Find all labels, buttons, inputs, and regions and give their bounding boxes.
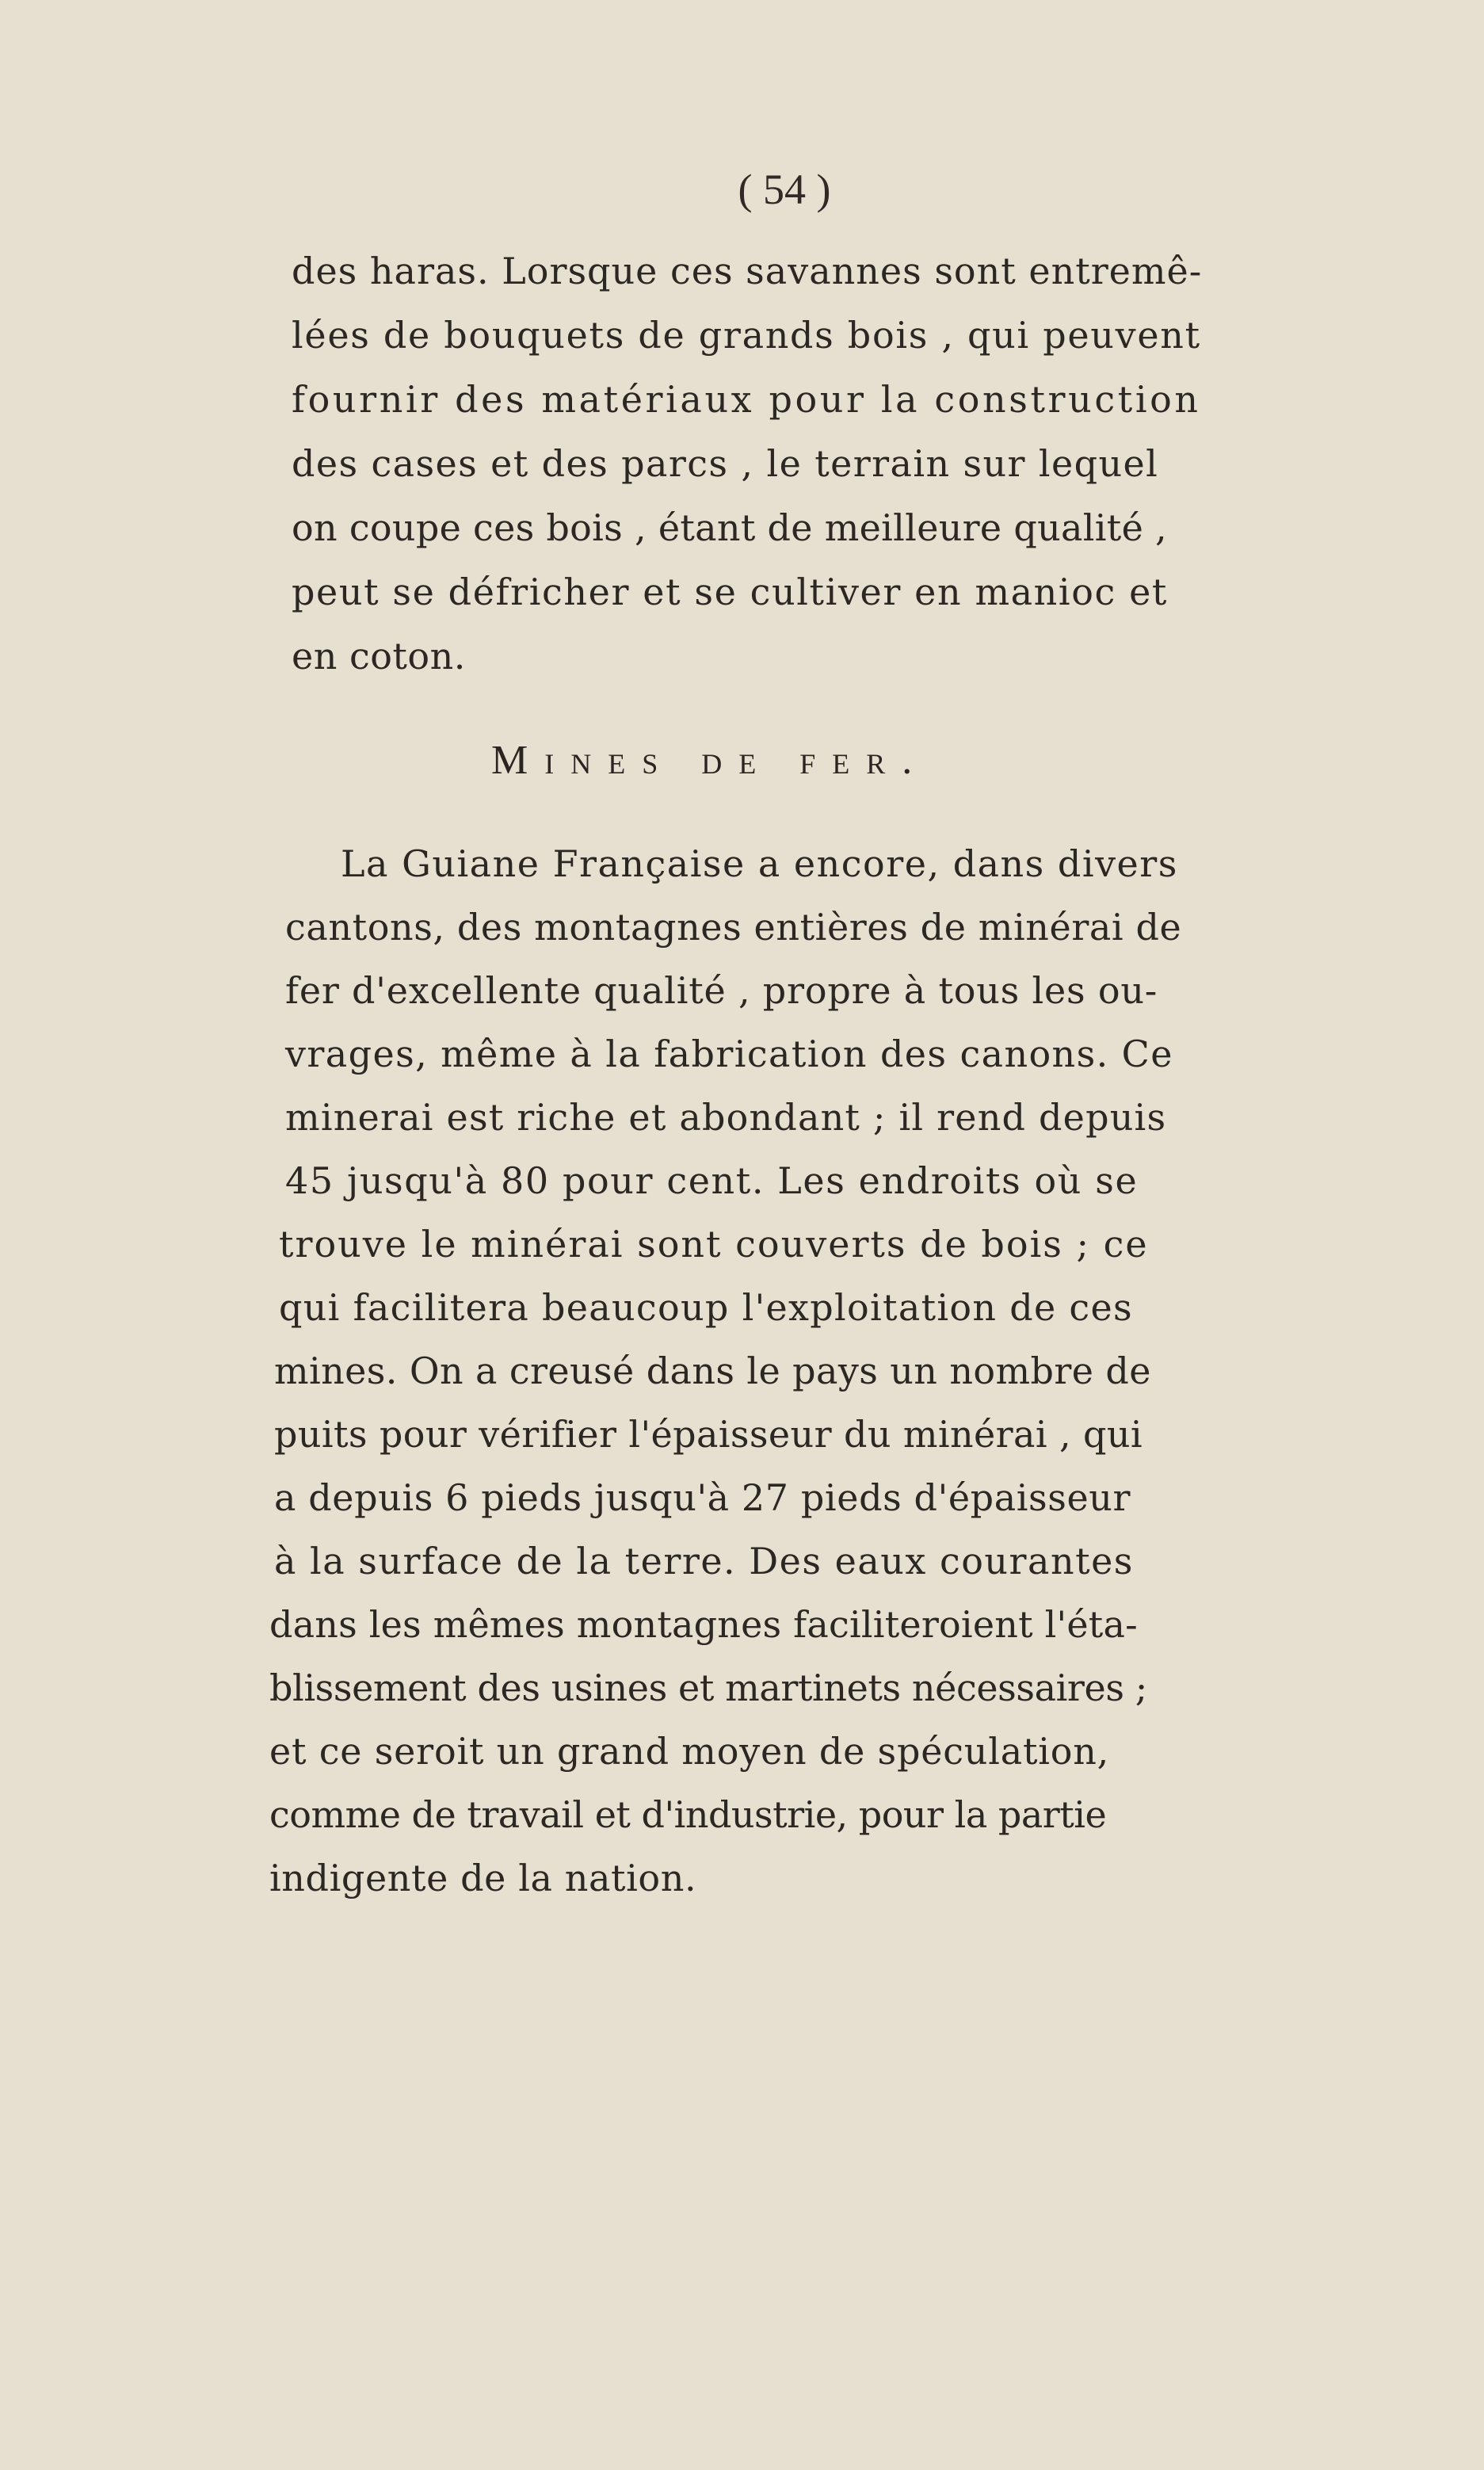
section-heading: Mines de fer.: [491, 738, 929, 783]
text-line: indigente de la nation.: [269, 1857, 697, 1899]
text-line: puits pour vérifier l'épaisseur du minérai , qui: [274, 1413, 1143, 1456]
text-line: peut se défricher et se cultiver en manioc et: [292, 571, 1169, 613]
text-line: et ce seroit un grand moyen de spéculation,: [269, 1730, 1110, 1773]
text-line: des cases et des parcs , le terrain sur lequel: [292, 442, 1159, 485]
text-line: dans les mêmes montagnes faciliteroient l'éta-: [269, 1603, 1138, 1646]
text-line: en coton.: [292, 635, 466, 678]
text-line: qui facilitera beaucoup l'exploitation de ces: [279, 1286, 1133, 1329]
page-number: ( 54 ): [738, 166, 831, 213]
text-line: des haras. Lorsque ces savannes sont entremê-: [292, 250, 1203, 292]
text-line: à la surface de la terre. Des eaux courantes: [274, 1540, 1134, 1582]
text-line: mines. On a creusé dans le pays un nombre de: [274, 1350, 1151, 1392]
text-line: fournir des matériaux pour la construction: [292, 378, 1201, 421]
text-line: lées de bouquets de grands bois , qui peuvent: [292, 314, 1201, 357]
text-line: blissement des usines et martinets nécessaires ;: [269, 1666, 1147, 1709]
text-line: trouve le minérai sont couverts de bois ; ce: [279, 1223, 1149, 1266]
text-line: fer d'excellente qualité , propre à tous les ou-: [285, 969, 1158, 1012]
text-line: cantons, des montagnes entières de minérai de: [285, 906, 1182, 949]
text-line: La Guiane Française a encore, dans divers: [341, 842, 1178, 885]
text-line: a depuis 6 pieds jusqu'à 27 pieds d'épaisseur: [274, 1476, 1131, 1519]
text-line: minerai est riche et abondant ; il rend depuis: [285, 1096, 1167, 1139]
text-line: on coupe ces bois , étant de meilleure qualité ,: [292, 506, 1167, 549]
text-line: 45 jusqu'à 80 pour cent. Les endroits où se: [285, 1159, 1139, 1202]
text-line: vrages, même à la fabrication des canons. Ce: [285, 1033, 1173, 1075]
text-line: comme de travail et d'industrie, pour la partie: [269, 1793, 1107, 1836]
